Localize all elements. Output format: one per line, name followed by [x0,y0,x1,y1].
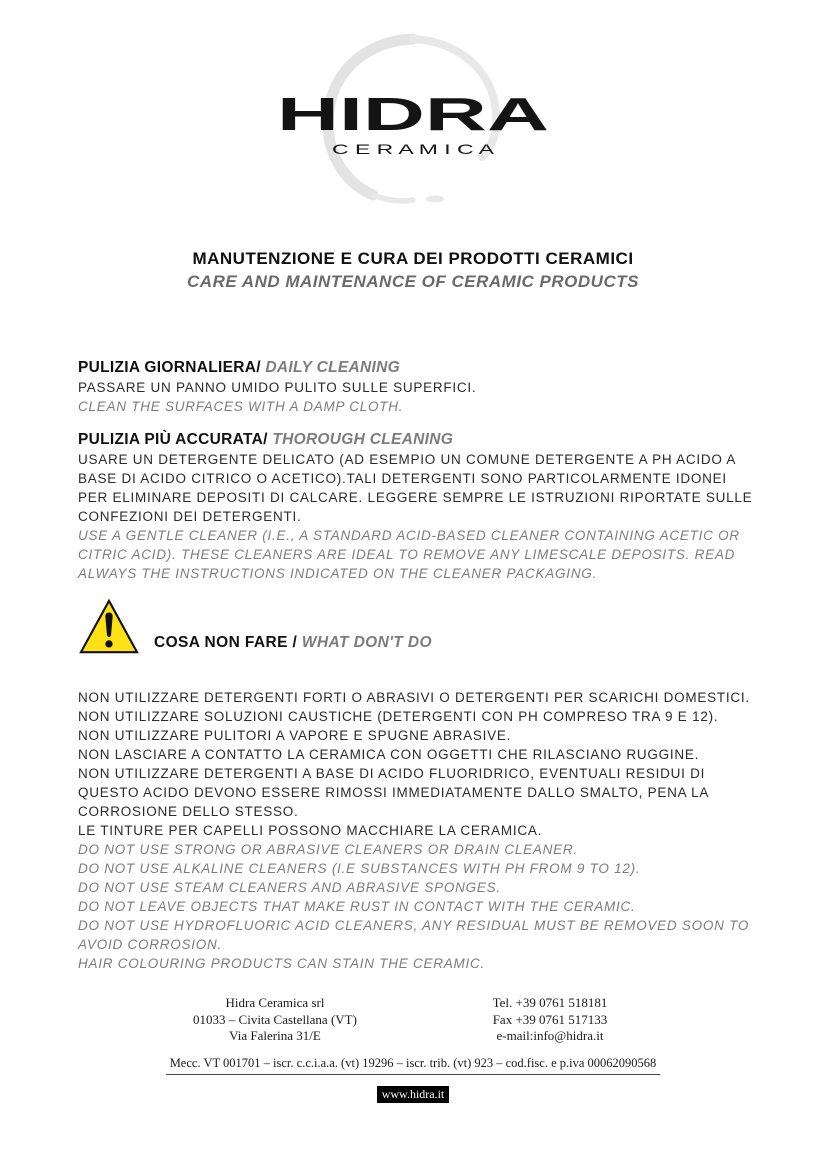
dont-item-english: DO NOT USE ALKALINE CLEANERS (I.E SUBSTANCES WITH PH FROM 9 TO 12). [78,861,641,876]
document-footer [0,995,826,1103]
dont-item-italian: NON UTILIZZARE DETERGENTI A BASE DI ACIDO FLUORIDRICO, EVENTUALI RESIDUI DI QUESTO ACIDO DEVONO ESSERE RIMOSSI IMMEDIATAMENTE DALLO SMALTO, PENA LA CORROSIONE DELLO STESSO. [78,766,709,819]
section-heading-italian: PULIZIA GIORNALIERA/ [78,359,261,376]
fax-number: Fax +39 0761 517133 [492,1011,608,1027]
section-thorough-cleaning [78,430,756,583]
section-heading [78,358,756,378]
dont-item-english: HAIR COLOURING PRODUCTS CAN STAIN THE CERAMIC. [78,956,486,971]
logo-subtitle-text: C E R A M I C A [332,141,496,157]
warning-triangle-icon [78,598,140,656]
company-name: Hidra Ceramica srl [225,995,325,1010]
footer-columns [0,995,826,1045]
company-street: Via Falerina 31/E [229,1028,321,1043]
document-body [78,352,756,973]
donts-list [78,688,756,973]
section-heading-english: DAILY CLEANING [260,359,400,376]
section-heading-italian: PULIZIA PIÙ ACCURATA/ [78,431,268,448]
document-title [0,247,826,293]
dont-item-english: DO NOT USE HYDROFLUORIC ACID CLEANERS, ANY RESIDUAL MUST BE REMOVED SOON TO AVOID CORROSION. [78,918,750,952]
section-heading-english: THOROUGH CLEANING [267,431,454,448]
warning-heading-italian: COSA NON FARE / [154,634,302,651]
section-heading [78,430,756,450]
dont-item-italian: NON UTILIZZARE DETERGENTI FORTI O ABRASIVI O DETERGENTI PER SCARICHI DOMESTICI. [78,690,750,705]
website-link[interactable]: www.hidra.it [377,1086,450,1103]
section-text-english: USE A GENTLE CLEANER (I.E., A STANDARD ACID-BASED CLEANER CONTAINING ACETIC OR CITRIC ACID). THESE CLEANERS ARE IDEAL TO REMOVE ANY LIMESCALE DEPOSITS. READ ALWAYS THE INSTRUCTIONS INDICATED ON THE CLEANER PACKAGING. [78,528,740,581]
company-address-block [130,995,420,1045]
section-text-english: CLEAN THE SURFACES WITH A DAMP CLOTH. [78,399,404,414]
warning-heading [154,634,432,652]
company-city: 01033 – Civita Castellana (VT) [193,1011,357,1027]
dont-item-english: DO NOT USE STRONG OR ABRASIVE CLEANERS OR DRAIN CLEANER. [78,842,578,857]
email-address: e-mail:info@hidra.it [496,1028,604,1043]
document-title-english: CARE AND MAINTENANCE OF CERAMIC PRODUCTS [187,272,639,291]
document-title-italian: MANUTENZIONE E CURA DEI PRODOTTI CERAMICI [192,249,634,268]
section-text-italian: USARE UN DETERGENTE DELICATO (AD ESEMPIO UN COMUNE DETERGENTE A PH ACIDO A BASE DI ACIDO CITRICO O ACETICO).TALI DETERGENTI SONO PARTICOLARMENTE IDONEI PER ELIMINARE DEPOSITI DI CALCARE. LEGGERE SEMPRE LE ISTRUZIONI RIPORTATE SULLE CONFEZIONI DEI DETERGENTI. [78,452,753,524]
logo-brand-text: HIDRA [277,88,549,140]
dont-item-english: DO NOT LEAVE OBJECTS THAT MAKE RUST IN CONTACT WITH THE CERAMIC. [78,899,636,914]
section-daily-cleaning [78,358,756,416]
warning-header [78,598,756,656]
company-registration-line: Mecc. VT 001701 – iscr. c.c.i.a.a. (vt) 19296 – iscr. trib. (vt) 923 – cod.fisc. e p.iva 00062090568 [166,1056,661,1075]
logo-circle-sketch-icon [263,30,563,208]
dont-item-italian: NON UTILIZZARE PULITORI A VAPORE E SPUGNE ABRASIVE. [78,728,512,743]
warning-heading-english: WHAT DON'T DO [301,634,432,651]
dont-item-italian: NON LASCIARE A CONTATTO LA CERAMICA CON OGGETTI CHE RILASCIANO RUGGINE. [78,747,700,762]
dont-item-italian: NON UTILIZZARE SOLUZIONI CAUSTICHE (DETERGENTI CON PH COMPRESO TRA 9 E 12). [78,709,719,724]
dont-item-english: DO NOT USE STEAM CLEANERS AND ABRASIVE SPONGES. [78,880,501,895]
section-text-italian: PASSARE UN PANNO UMIDO PULITO SULLE SUPERFICI. [78,380,477,395]
company-contacts-block [420,995,680,1045]
phone-number: Tel. +39 0761 518181 [492,995,608,1010]
brand-logo [0,30,826,213]
dont-item-italian: LE TINTURE PER CAPELLI POSSONO MACCHIARE LA CERAMICA. [78,823,543,838]
